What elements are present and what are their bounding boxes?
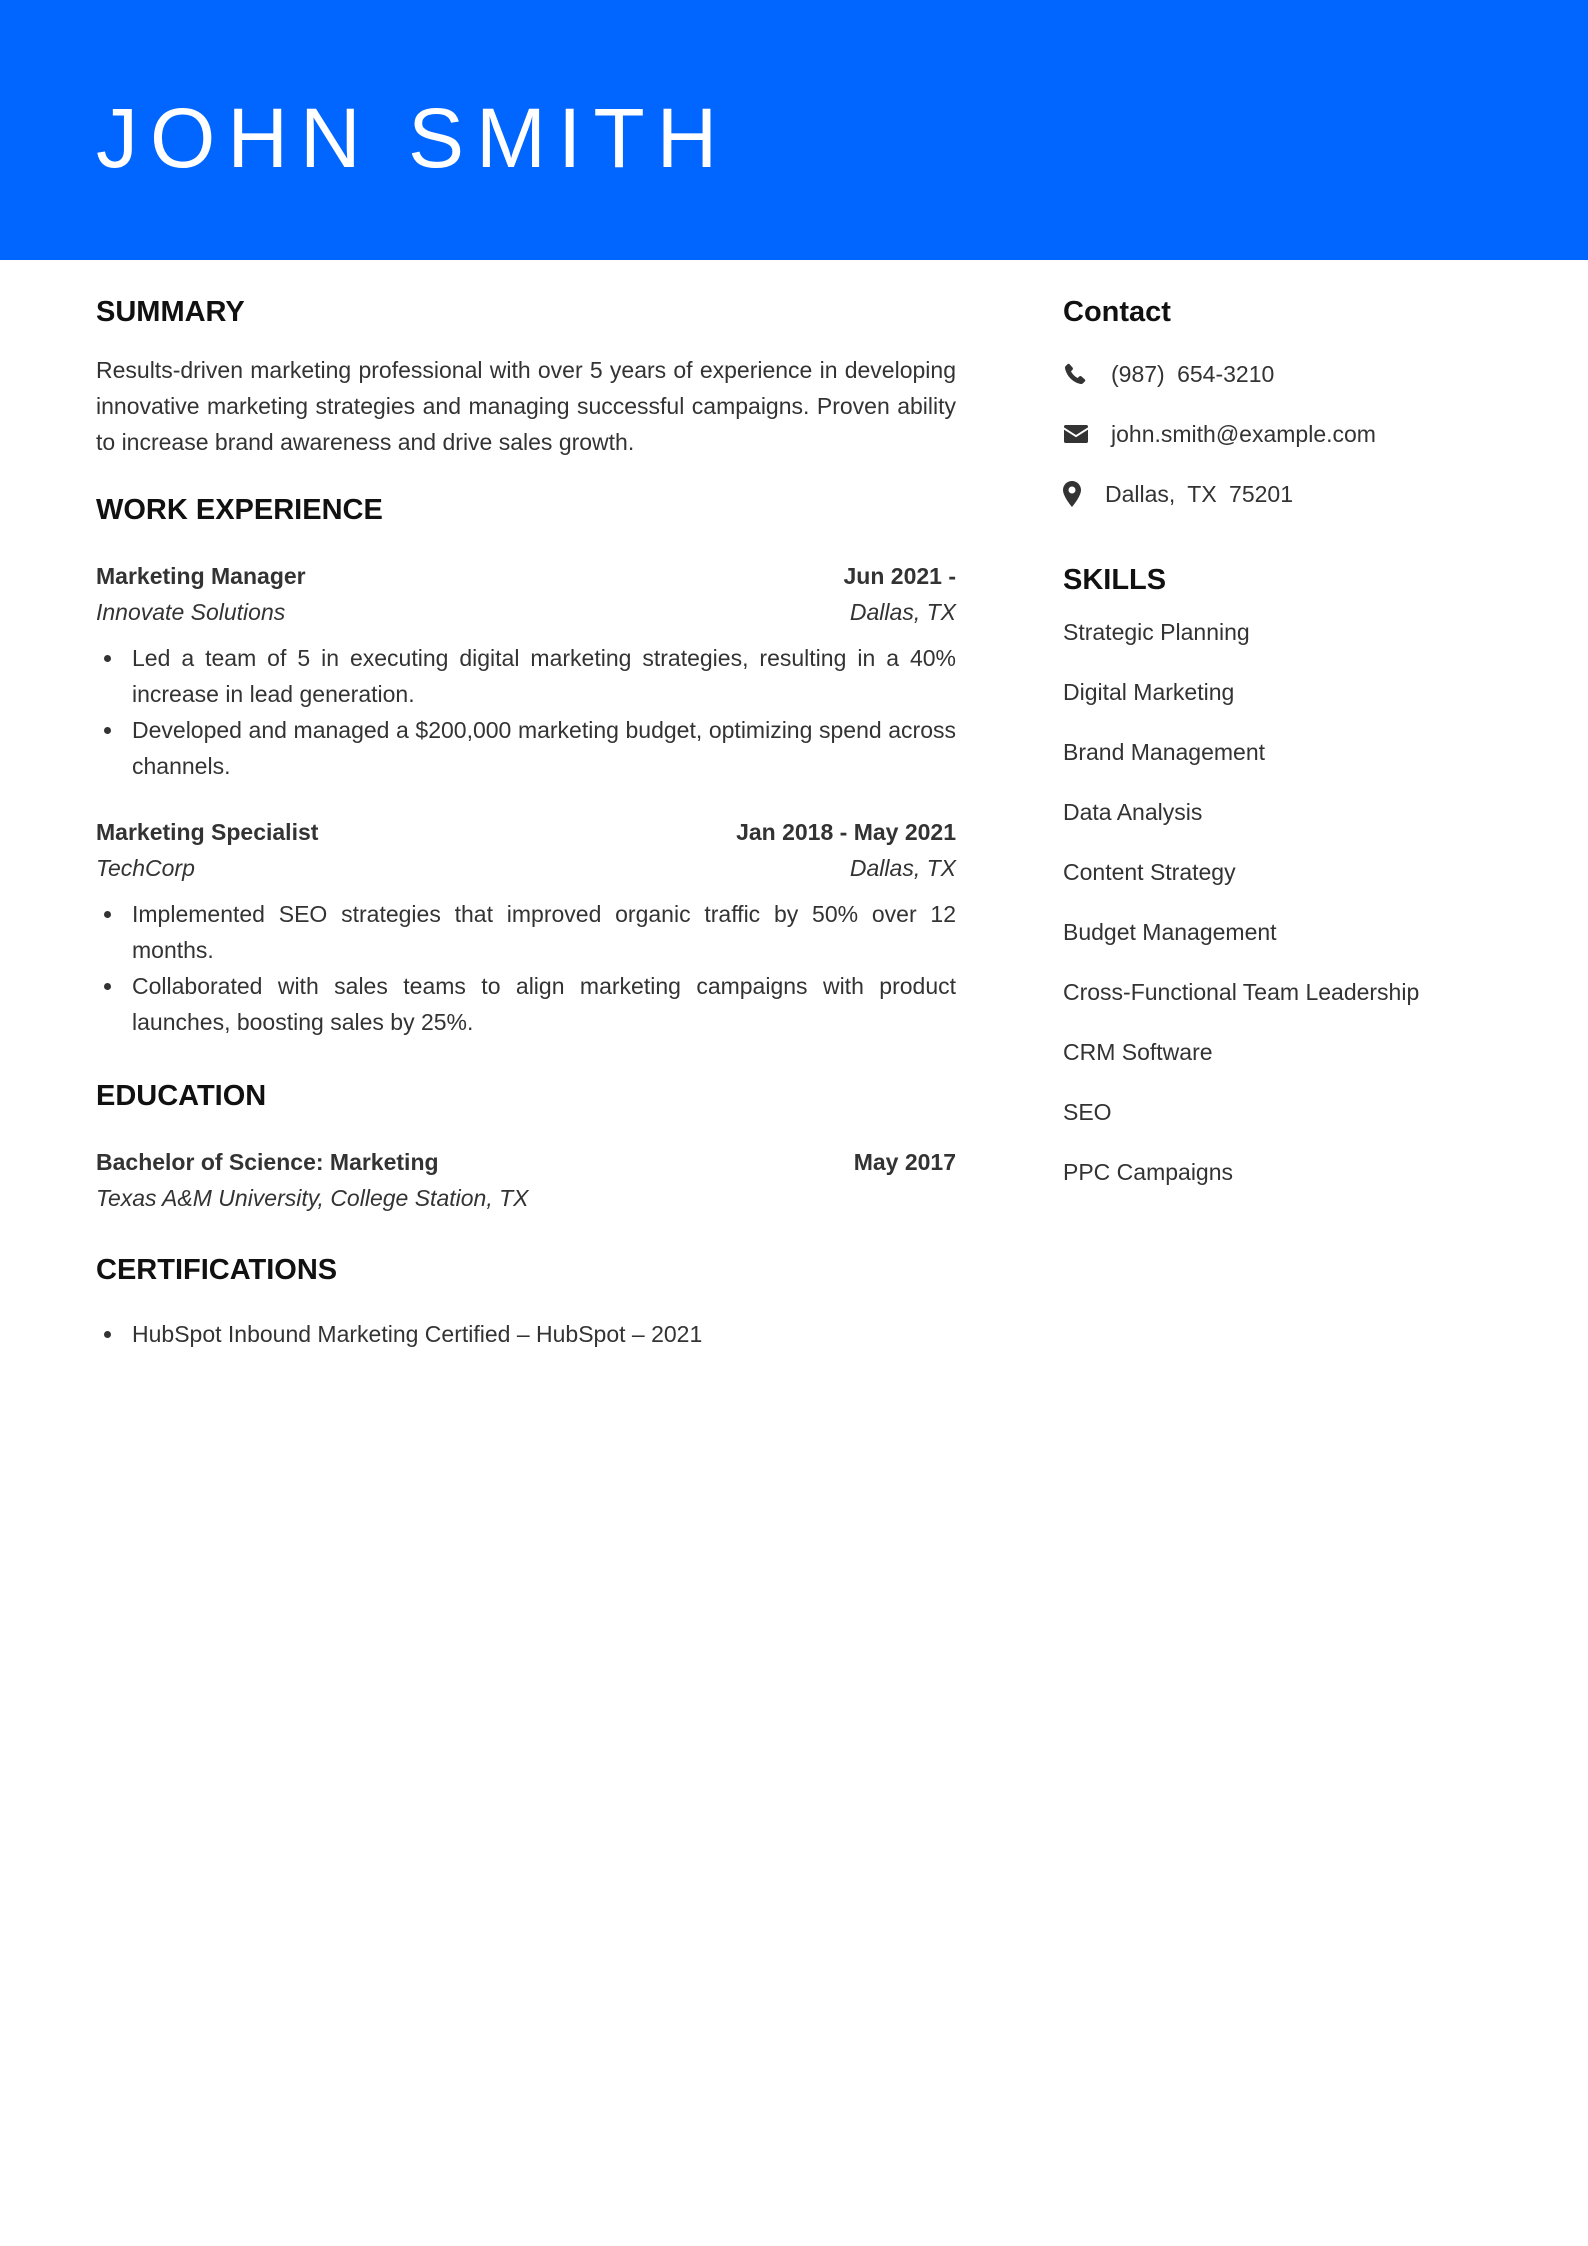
education-degree: Bachelor of Science: Marketing [96,1149,439,1175]
education-heading: EDUCATION [96,1080,267,1112]
contact-location [1063,476,1523,512]
job-location: Dallas, TX [849,599,956,625]
skill-item: Data Analysis [1063,799,1203,825]
bullet-dot [104,911,111,918]
job-bullets [96,896,956,1040]
job-company: Innovate Solutions [96,599,286,625]
education-school: Texas A&M University, College Station, TX [96,1185,529,1211]
skill-item: Brand Management [1063,739,1266,765]
job-bullets [96,640,956,784]
job-entry [96,814,956,1040]
bullet-text: Implemented SEO strategies that improved organic traffic by 50% over 12 months. [132,901,956,963]
skill-item: CRM Software [1063,1039,1213,1065]
job-company: TechCorp [96,855,195,881]
bullet-text: Led a team of 5 in executing digital marketing strategies, resulting in a 40% increase in lead generation. [132,645,956,707]
skill-item: Budget Management [1063,919,1277,945]
certification-item [96,1316,956,1352]
bullet-text: Collaborated with sales teams to align marketing campaigns with product launches, boosting sales by 25%. [132,973,956,1035]
job-dates: Jan 2018 - May 2021 [736,819,956,845]
job-bullet [96,896,956,968]
bullet-dot [104,727,111,734]
skills-list [1063,614,1523,1190]
certifications-list [96,1316,956,1352]
job-bullet [96,712,956,784]
bullet-text: Developed and managed a $200,000 marketing budget, optimizing spend across channels. [132,717,956,779]
job-location: Dallas, TX [849,855,956,881]
skills-section [1063,560,1523,1190]
contact-email [1063,416,1523,452]
certification-text: HubSpot Inbound Marketing Certified – HubSpot – 2021 [132,1321,703,1347]
main-column [96,292,956,1352]
bullet-dot [104,1331,111,1338]
job-role: Marketing Manager [96,563,306,589]
contact-heading: Contact [1063,296,1171,328]
contact-section [1063,292,1523,512]
skills-heading: SKILLS [1063,564,1167,596]
skill-item: PPC Campaigns [1063,1159,1234,1185]
certifications-heading: CERTIFICATIONS [96,1254,338,1286]
certifications-section [96,1250,956,1352]
sidebar-column [1063,292,1523,1214]
work-experience-heading: WORK EXPERIENCE [96,494,383,526]
skill-item: Digital Marketing [1063,679,1235,705]
summary-section [96,292,956,460]
contact-email-text: john.smith@example.com [1111,421,1376,447]
job-dates: Jun 2021 - [843,563,956,589]
contact-location-text: Dallas, TX 75201 [1105,481,1294,507]
map-pin-icon [1063,482,1087,506]
envelope-icon [1063,422,1093,446]
header-banner [0,0,1588,260]
job-entry [96,558,956,784]
summary-heading: SUMMARY [96,296,245,328]
contact-phone [1063,356,1523,392]
bullet-dot [104,983,111,990]
candidate-name: JOHN SMITH [96,91,730,185]
summary-text: Results-driven marketing professional with over 5 years of experience in developing innovative marketing strategies and managing successful campaigns. Proven ability to increase brand awareness and drive sales growth. [96,357,956,455]
education-section [96,1076,956,1216]
work-experience-section [96,490,956,1040]
skill-item: Cross-Functional Team Leadership [1063,979,1420,1005]
education-date: May 2017 [853,1149,956,1175]
job-bullet [96,640,956,712]
job-bullet [96,968,956,1040]
phone-icon [1063,362,1093,386]
skill-item: SEO [1063,1099,1112,1125]
contact-phone-text: (987) 654-3210 [1111,361,1275,387]
skill-item: Strategic Planning [1063,619,1250,645]
bullet-dot [104,655,111,662]
job-role: Marketing Specialist [96,819,319,845]
skill-item: Content Strategy [1063,859,1236,885]
